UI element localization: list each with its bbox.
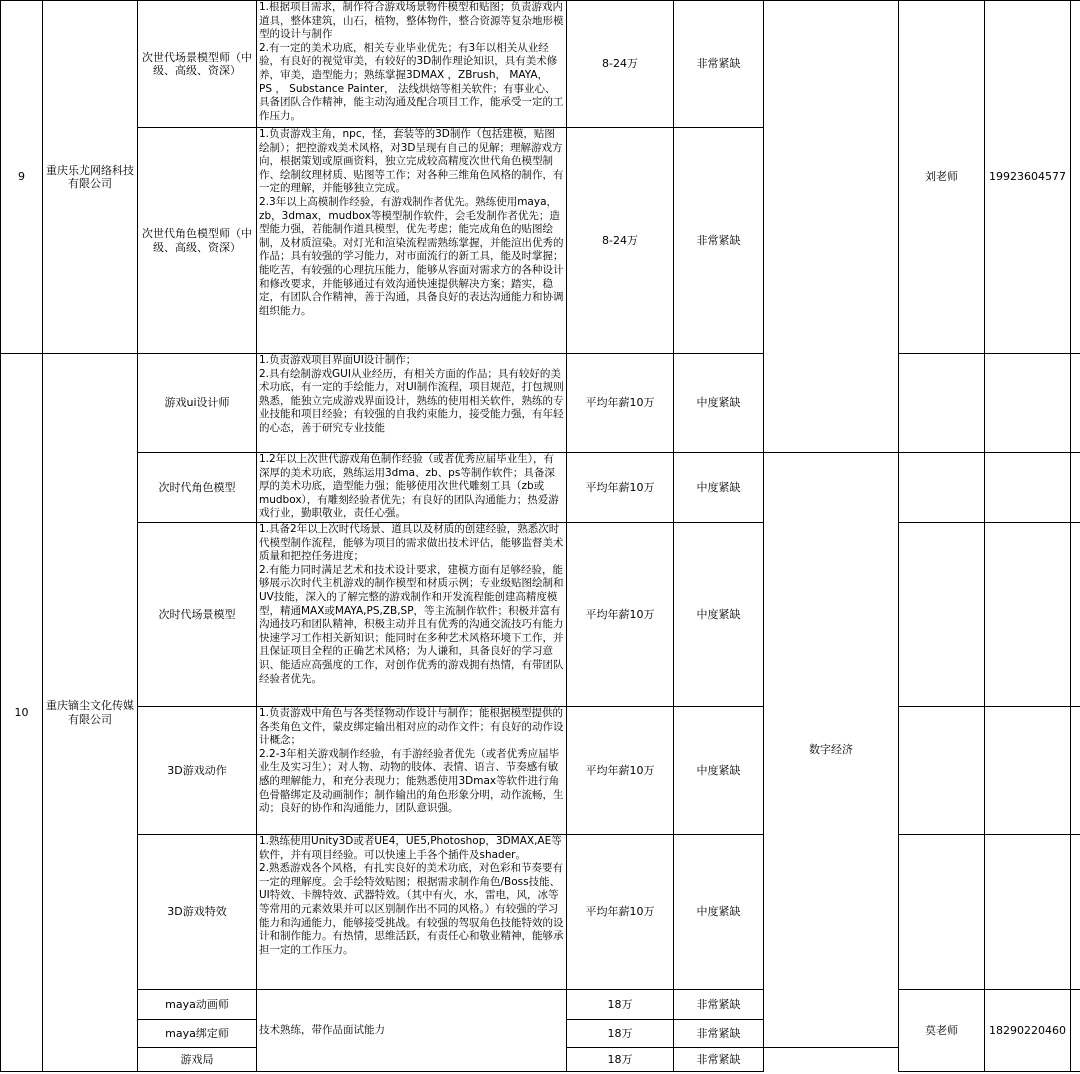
row-number: 9 (1, 1, 43, 354)
job-requirements: 1.具备2年以上次时代场景、道具以及材质的创建经验，熟悉次时代模型制作流程，能够为项目的需求做出技术评估，能够监督美术质量和把控任务进度； 2.有能力同时满足艺术和技术设计要求，建模方面有足够经验，能够展示次时代主机游戏的制作模型和材质示例；专业级贴图绘制和UV技能，深入的了解完整的游戏制作和开发流程能创建高精度模型，精通MAX或MAYA,PS,ZB,SP，等主流制作软件；积极并富有沟通技巧和团队精神，积极主动并且有优秀的沟通交流技巧有能力快速学习工作相关新知识；能同时在多种艺术风格环境下工作，并且保证项目全程的正确艺术风格；为人谦和，具备良好的学习意识、能适应高强度的工作，对创作优秀的游戏拥有热情，有带团队经验者优先。 (257, 523, 567, 707)
salary: 平均年薪10万 (567, 354, 674, 453)
contact-blank (899, 354, 985, 453)
industry: 数字经济 (764, 453, 899, 1048)
table-row (1, 707, 1080, 835)
salary: 18万 (567, 1020, 674, 1048)
salary: 平均年薪10万 (567, 523, 674, 707)
job-requirements: 1.根据项目需求，制作符合游戏场景物件模型和贴图；负责游戏内道具，整体建筑，山石，植物，整体物件，整合资源等复杂地形模型的设计与制作 2.有一定的美术功底，相关专业毕业优先；有3年以相关从业经验，有良好的视觉审美，有较好的3D制作理论知识，具有美术修养，审美，造型能力；熟练掌握3DMAX ，ZBrush， MAYA， PS ， Substance Painter， 法线烘焙等相关软件；有事业心、具备团队合作精神，能主动沟通及配合项目工作，能承受一定的工作压力。 (257, 1, 567, 128)
contact-person: 刘老师 (899, 1, 985, 354)
edge-cell (1071, 835, 1080, 990)
salary: 平均年薪10万 (567, 835, 674, 990)
edge-cell (1071, 707, 1080, 835)
job-requirements: 1.负责游戏中角色与各类怪物动作设计与制作；能根据模型提供的各类角色文件，蒙皮绑定输出相对应的动作文件；有良好的动作设计概念； 2.2-3年相关游戏制作经验，有手游经验者优先（或者优秀应届毕业生及实习生）；对人物、动物的肢体、表情、语言、节奏感有敏感的理解能力，和充分表现力；能熟悉使用3Dmax等软件进行角色骨骼绑定及动画制作；制作输出的角色形象分明，动作流畅，生动；良好的协作和沟通能力，团队意识强。 (257, 707, 567, 835)
row-number: 10 (1, 354, 43, 1072)
edge-cell (1071, 1, 1080, 354)
job-title: 次时代角色模型 (138, 453, 257, 523)
table-row (1, 835, 1080, 990)
contact-person: 莫老师 (899, 990, 985, 1072)
salary: 平均年薪10万 (567, 707, 674, 835)
contact-phone: 19923604577 (985, 1, 1071, 354)
contact-blank (899, 523, 985, 707)
edge-cell (1071, 523, 1080, 707)
shortage-level: 非常紧缺 (674, 1048, 764, 1072)
shortage-level: 非常紧缺 (674, 990, 764, 1020)
phone-blank (985, 523, 1071, 707)
phone-blank (985, 354, 1071, 453)
job-requirements: 1.负责游戏项目界面UI设计制作； 2.具有绘制游戏GUI从业经历，有相关方面的作品；具有较好的美术功底，有一定的手绘能力，对UI制作流程，项目规范，打包规则熟悉，能独立完成游戏界面设计，熟练的使用相关软件，熟练的专业技能和项目经验；有较强的自我约束能力，接受能力强，有年轻的心态，善于研究专业技能 (257, 354, 567, 453)
job-title: maya动画师 (138, 990, 257, 1020)
job-title: 游戏局 (138, 1048, 257, 1072)
shortage-level: 非常紧缺 (674, 128, 764, 354)
job-requirements: 1.2年以上次世代游戏角色制作经验（或者优秀应届毕业生），有深厚的美术功底，熟练运用3dma、zb、ps等制作软件；具备深厚的美术功底，造型能力强；能够使用次世代雕刻工具（zb或mudbox），有雕刻经验者优先；有良好的团队沟通能力；热爱游戏行业，勤职敬业，责任心强。 (257, 453, 567, 523)
shortage-level: 中度紧缺 (674, 523, 764, 707)
shortage-level: 中度紧缺 (674, 354, 764, 453)
contact-blank (899, 707, 985, 835)
salary: 8-24万 (567, 1, 674, 128)
salary: 18万 (567, 990, 674, 1020)
contact-blank (899, 835, 985, 990)
table-row (1, 453, 1080, 523)
salary: 平均年薪10万 (567, 453, 674, 523)
table-row (1, 990, 1080, 1020)
table-row (1, 1, 1080, 128)
phone-blank (985, 835, 1071, 990)
shortage-level: 中度紧缺 (674, 835, 764, 990)
shortage-level: 非常紧缺 (674, 1020, 764, 1048)
job-title: 3D游戏特效 (138, 835, 257, 990)
job-requirements: 1.熟练使用Unity3D或者UE4，UE5,Photoshop，3DMAX,AE等软件，并有项目经验。可以快速上手各个插件及shader。 2.熟悉游戏各个风格，有扎实良好的美术功底，对色彩和节奏要有一定的理解度。会手绘特效贴图；根据需求制作角色/Boss技能、UI特效、卡牌特效、武器特效。（其中有火，水，雷电，风，冰等等常用的元素效果并可以区别制作出不同的风格。）有较强的学习能力和沟通能力，能够接受挑战。有较强的驾驭角色技能特效的设计和制作能力。有热情，思维活跃，有责任心和敬业精神，能够承担一定的工作压力。 (257, 835, 567, 990)
job-title: maya绑定师 (138, 1020, 257, 1048)
job-requirements: 1.负责游戏主角，npc，怪，套装等的3D制作（包括建模，贴图绘制）；把控游戏美术风格，对3D呈现有自己的见解；理解游戏方向，根据策划或原画资料，独立完成较高精度次世代角色模型制作、绘制纹理材质、贴图等工作；对各种三维角色风格的制作，有一定的理解，并能够独立完成。 2.3年以上高模制作经验，有游戏制作者优先。熟练使用maya，zb，3dmax，mudbox等模型制作软件，会毛发制作者优先；造型能力强，若能制作道具模型，优先考虑；能完成角色的贴图绘制，及材质渲染。对灯光和渲染流程需熟练掌握，并能渲出优秀的作品；具有较强的学习能力，对市面流行的新工具，能及时掌握；能吃苦，有较强的心理抗压能力，能够从容面对需求方的各种设计和修改要求，并能够通过有效沟通快速提供解决方案；踏实，稳定，有团队合作精神，善于沟通，具备良好的表达沟通能力和协调组织能力。 (257, 128, 567, 354)
company-name: 重庆乐尤网络科技有限公司 (43, 1, 138, 354)
edge-cell (1071, 354, 1080, 453)
salary: 8-24万 (567, 128, 674, 354)
salary: 18万 (567, 1048, 674, 1072)
table-row (1, 523, 1080, 707)
job-title: 次世代角色模型师（中级、高级、资深） (138, 128, 257, 354)
job-title: 次时代场景模型 (138, 523, 257, 707)
shortage-level: 中度紧缺 (674, 707, 764, 835)
table-row (1, 354, 1080, 453)
contact-phone: 18290220460 (985, 990, 1071, 1072)
shortage-level: 非常紧缺 (674, 1, 764, 128)
edge-cell (1071, 990, 1080, 1072)
industry-blank (764, 1, 899, 453)
phone-blank (985, 707, 1071, 835)
contact-blank (899, 453, 985, 523)
phone-blank (985, 453, 1071, 523)
company-name: 重庆镝尘文化传媒有限公司 (43, 354, 138, 1072)
edge-cell (1071, 453, 1080, 523)
job-title: 次世代场景模型师（中级、高级、资深） (138, 1, 257, 128)
shortage-level: 中度紧缺 (674, 453, 764, 523)
job-title: 游戏ui设计师 (138, 354, 257, 453)
job-title: 3D游戏动作 (138, 707, 257, 835)
job-requirements: 技术熟练，带作品面试能力 (257, 990, 567, 1072)
